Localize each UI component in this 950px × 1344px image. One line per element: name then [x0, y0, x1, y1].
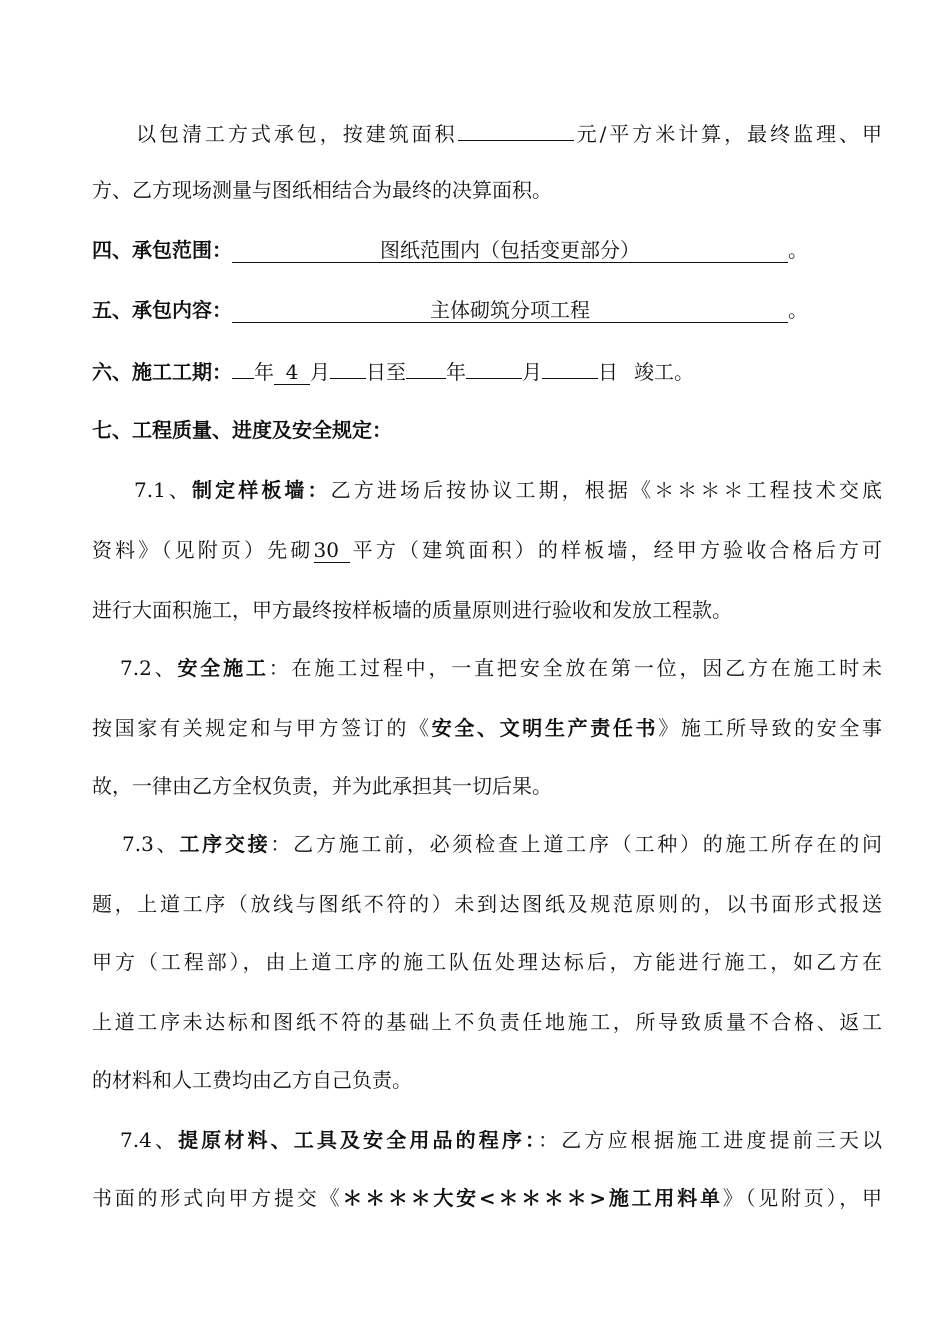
section-7-title: 七、工程质量、进度及安全规定： [92, 418, 392, 442]
para1-line1: 以包清工方式承包，按建筑面积 元/平方米计算，最终监理、甲 [92, 116, 882, 148]
s74-line2: 书面的形式向甲方提交《＊＊＊＊大安<＊＊＊＊>施工用料单》（见附页），甲 [92, 1186, 882, 1210]
end-month-blank [466, 354, 522, 379]
s73-line5: 的材料和人工费均由乙方自己负责。 [92, 1068, 412, 1092]
start-year-blank [232, 354, 254, 379]
s72-line2: 按国家有关规定和与甲方签订的《安全、文明生产责任书》施工所导致的安全事 [92, 716, 882, 740]
s73-line2: 题，上道工序（放线与图纸不符的）未到达图纸及规范原则的，以书面形式报送 [92, 892, 882, 916]
s71-line3: 进行大面积施工，甲方最终按样板墙的质量原则进行验收和发放工程款。 [92, 598, 732, 622]
end-year-blank [406, 354, 446, 379]
s71-line2: 资料》（见附页）先砌30 平方（建筑面积）的样板墙，经甲方验收合格后方可 [92, 538, 882, 562]
section-5: 五、承包内容： 主体砌筑分项工程 。 [92, 298, 808, 322]
area-price-blank [458, 116, 574, 141]
s73-line4: 上道工序未达标和图纸不符的基础上不负责任地施工，所导致质量不合格、返工 [92, 1010, 882, 1034]
s73-line3: 甲方（工程部），由上道工序的施工队伍处理达标后，方能进行施工，如乙方在 [92, 950, 882, 974]
sample-wall-area: 30 [314, 538, 350, 563]
s74-line1: 7.4、提原材料、工具及安全用品的程序：：乙方应根据施工进度提前三天以 [120, 1128, 882, 1152]
start-month-value: 4 [274, 360, 310, 385]
scope-value: 图纸范围内（包括变更部分） [232, 238, 788, 263]
s72-line1: 7.2、安全施工：在施工过程中，一直把安全放在第一位，因乙方在施工时未 [120, 656, 882, 680]
content-value: 主体砌筑分项工程 [232, 298, 788, 323]
end-day-blank [542, 354, 598, 379]
section-6: 六、施工工期： 年 4 月 日至 年 月 日 竣工。 [92, 354, 882, 386]
s72-line3: 故，一律由乙方全权负责，并为此承担其一切后果。 [92, 774, 552, 798]
s73-line1: 7.3、工序交接：乙方施工前，必须检查上道工序（工种）的施工所存在的问 [122, 832, 882, 856]
start-day-blank [330, 354, 366, 379]
section-4: 四、承包范围： 图纸范围内（包括变更部分） 。 [92, 238, 808, 262]
para1-line2: 方、乙方现场测量与图纸相结合为最终的决算面积。 [92, 178, 552, 202]
s71-line1: 7.1、制定样板墙：乙方进场后按协议工期，根据《＊＊＊＊工程技术交底 [134, 478, 882, 502]
